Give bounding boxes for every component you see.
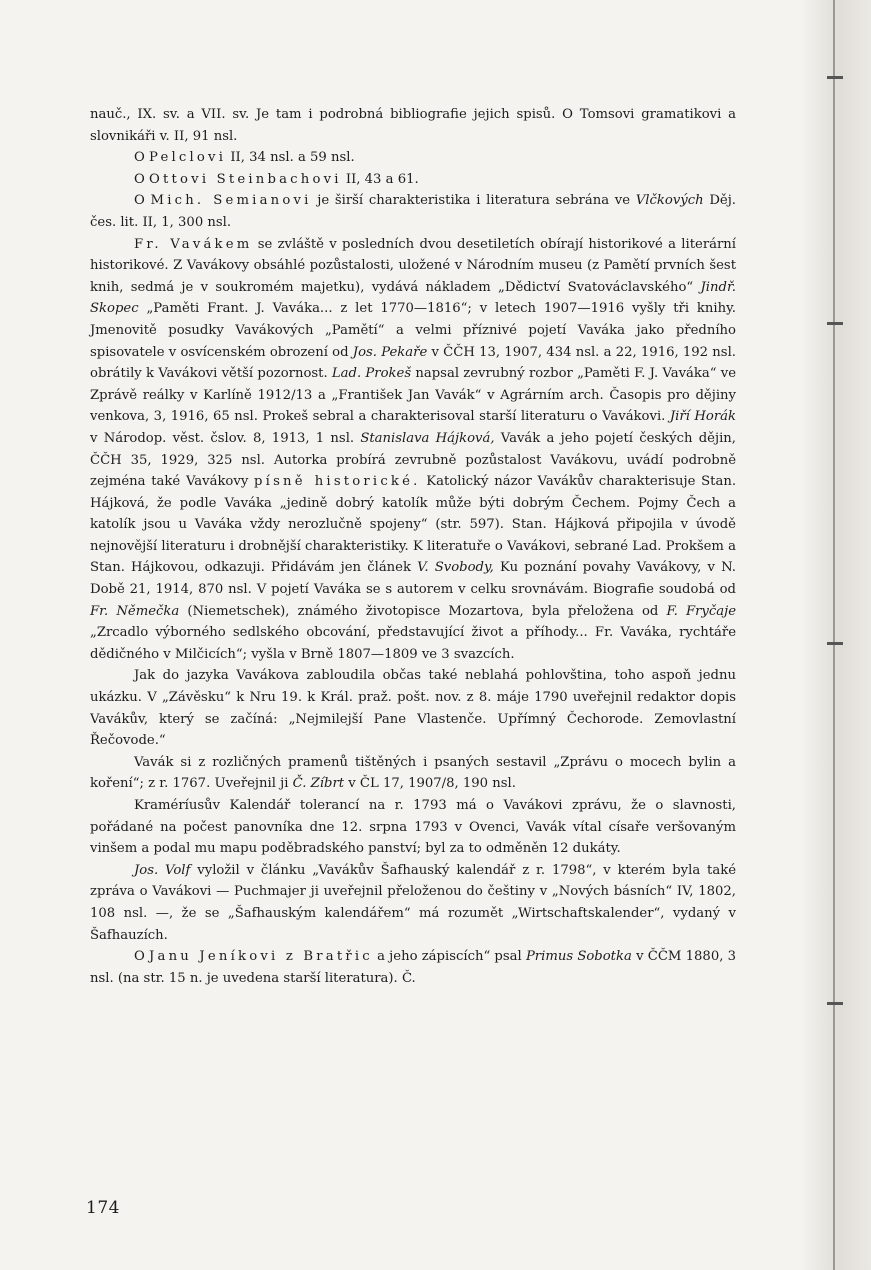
text-run: O [134, 150, 150, 166]
paragraph [90, 190, 736, 233]
italic-run: V. Svobody, [417, 560, 494, 576]
text-run: (Niemetschek), známého životopisce Mozartova, byla přeložena od [179, 603, 667, 619]
text-run: Jak do jazyka Vavákova zabloudila občas také neblahá pohlovština, toho aspoň jednu ukázku. V „Závěsku“ k Nru 19. k Král. praž. pošt. nov. z 8. máje 1790 uveřejnil redaktor dopis Vavákův, který se začíná: „Nejmilejší Pane Vlastenče. Upřímný Čechorode. Zemovlastní Řečovode.“ [90, 668, 736, 749]
spaced-run: Ottovi Steinbachovi [149, 171, 342, 187]
page-number: 174 [86, 1198, 120, 1218]
italic-run: Jos. Volf [134, 862, 191, 878]
text-run: Děj. čes. lit. II, 1, 300 nsl. [90, 193, 736, 230]
spaced-run: písně historické. [254, 474, 421, 490]
text-run: Vavák si z rozličných pramenů tištěných i psaných sestavil „Zprávu o mocech bylin a koření“; z r. 1767. Uveřejnil ji [90, 754, 736, 792]
paragraph [90, 665, 736, 751]
italic-run: Vlčkových [635, 193, 704, 209]
binding-edge [833, 0, 835, 1270]
text-run: se zvláště v posledních dvou desetiletích obírají historikové a literární historikové. Z Vavákovy obsáhlé pozůstalosti, uložené v Národním museu (z Pamětí prvních šest knih, sedmá je v soukromém majetku), vydává nákladem „Dědictví Svatováclavského“ [90, 236, 737, 295]
text-run: O [134, 171, 150, 187]
text-run: v ČČM 1880, 3 nsl. (na str. 15 n. je uvedena starší literatura). Č. [90, 949, 737, 986]
spaced-run: Janu Jeníkovi z Bratřic [149, 949, 373, 965]
spaced-run: Fr. Vavákem [134, 236, 253, 252]
page-gutter-shadow [801, 0, 871, 1270]
text-run: O [134, 949, 150, 965]
italic-run: Lad. Prokeš [331, 366, 412, 382]
text-run: II, 43 a 61. [341, 171, 419, 187]
text-run: „Zrcadlo výborného sedlského obcování, představující život a příhody... Fr. Vaváka, rychtáře dědičného v Milčicích“; vyšla v Brně 1807—1809 ve 3 svazcích. [90, 625, 736, 662]
spaced-run: Mich. Semianovi [150, 193, 312, 209]
text-run: II, 34 nsl. a 59 nsl. [226, 150, 355, 166]
italic-run: Primus Sobotka [525, 949, 632, 965]
paragraph [90, 795, 736, 860]
paragraph [90, 169, 736, 191]
text-run: napsal zevrubný rozbor „Paměti F. J. Vaváka“ ve Zprávě reálky v Karlíně 1912/13 a „František Jan Vavák“ v Agrárním arch. Časopis pro dějiny venkova, 3, 1916, 65 nsl. Prokeš sebral a charakterisoval starší literaturu o Vavákovi. [90, 366, 736, 425]
italic-run: Č. Zíbrt [292, 776, 345, 792]
text-run: vyložil v článku „Vavákův Šafhauský kalendář z r. 1798“, v kterém byla také zpráva o Vavákovi — Puchmajer ji uveřejnil přeloženou do češtiny v „Nových básních“ IV, 1802, 108 nsl. —, že se „Šafhauským kalendářem“ má rozumět „Wirtschaftskalender“, vydaný v Šafhauzích. [90, 862, 737, 943]
binding-mark [827, 76, 843, 79]
italic-run: Stanislava Hájková, [360, 430, 495, 446]
text-run: nauč., IX. sv. a VII. sv. Je tam i podrobná bibliografie jejich spisů. O Tomsovi gramatikovi a slovnikáři v. II, 91 nsl. [90, 107, 736, 144]
text-run: Vavák a jeho pojetí českých dějin, ČČH 35, 1929, 325 nsl. Autorka probírá zevrubně pozůstalost Vavákovu, uvádí podrobně zejména také Vavákovy [90, 430, 736, 490]
spaced-run: Pelclovi [149, 150, 227, 166]
paragraph [90, 234, 736, 666]
text-run: v ČČH 13, 1907, 434 nsl. a 22, 1916, 192 nsl. obrátily k Vavákovi větší pozornost. [90, 344, 736, 382]
paragraph [90, 104, 736, 147]
text-run: v Národop. věst. čslov. 8, 1913, 1 nsl. [90, 430, 361, 446]
text-run: je širší charakteristika i literatura sebrána ve [311, 193, 636, 209]
text-run: Katolický názor Vavákův charakterisuje Stan. Hájková, že podle Vaváka „jedině dobrý katolík může býti dobrým Čechem. Pojmy Čech a katolík jsou u Vaváka vždy nerozlučně spojeny“ (str. 597). Stan. Hájková připojila v úvodě nejnovější literaturu i drobnější charakteristiky. K literatuře o Vavákovi, sebrané Lad. Prokšem a Stan. Hájkovou, odkazuji. Přidávám jen článek [90, 474, 737, 576]
italic-run: Jindř. Skopec [90, 279, 736, 317]
text-run: Ku poznání povahy Vavákovy, v N. Době 21, 1914, 870 nsl. V pojetí Vaváka se s autorem v celku srovnávám. Biografie soudobá od [90, 560, 736, 598]
text-run: v ČL 17, 1907/8, 190 nsl. [344, 776, 516, 792]
text-run: O [134, 193, 151, 209]
text-run: Kraméríusův Kalendář tolerancí na r. 1793 má o Vavákovi zprávu, že o slavnosti, pořádané na počest panovníka dne 12. srpna 1793 v Ovenci, Vavák vítal císaře veršovaným vinšem a podal mu mapu poděbradského panství; byl za to odměněn 12 dukáty. [90, 798, 736, 857]
body-text [90, 104, 736, 989]
italic-run: Jos. Pekaře [352, 344, 428, 360]
italic-run: Fr. Němečka [90, 603, 180, 619]
italic-run: F. Fryčaje [666, 603, 737, 619]
text-run: „Paměti Frant. J. Vaváka... z let 1770—1816“; v letech 1907—1916 vyšly tři knihy. Jmenovitě posudky Vavákových „Pamětí“ a velmi příznivé pojetí Vaváka jako předního spisovatele v osvícenském obrození od [90, 301, 736, 360]
paragraph [90, 147, 736, 169]
binding-mark [827, 322, 843, 325]
paragraph [90, 860, 736, 946]
paragraph [90, 946, 736, 989]
text-run: a jeho zápiscích“ psal [372, 949, 526, 965]
binding-mark [827, 1002, 843, 1005]
italic-run: Jiří Horák [669, 409, 736, 425]
paragraph [90, 752, 736, 795]
binding-mark [827, 642, 843, 645]
